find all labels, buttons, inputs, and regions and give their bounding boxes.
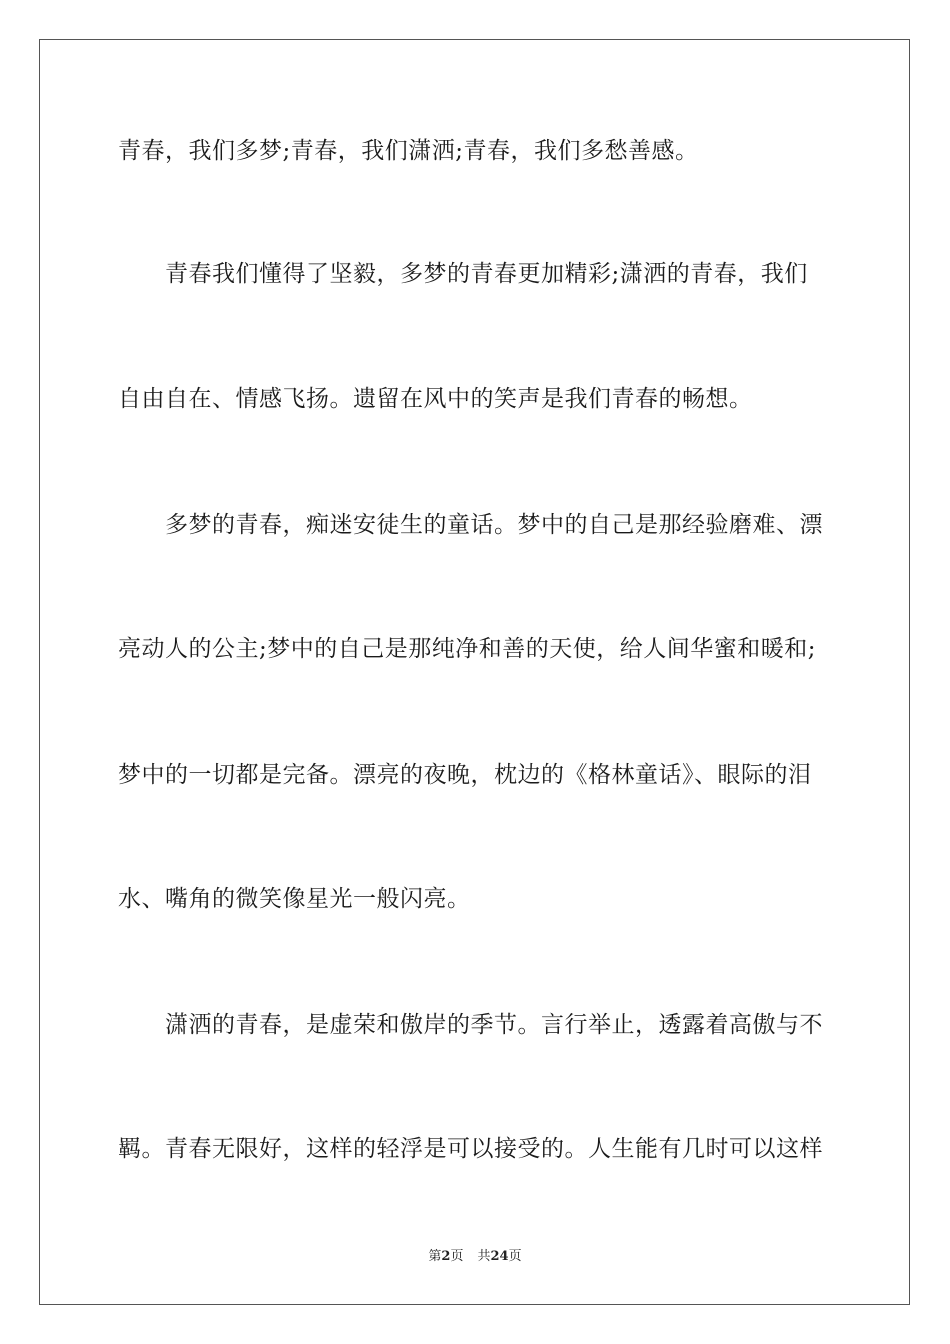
page-border: [39, 39, 910, 1305]
footer-page-total: 24: [490, 1249, 509, 1264]
text-line-8: 潇洒的青春，是虚荣和傲岸的季节。言行举止，透露着高傲与不: [165, 1012, 823, 1038]
text-line-1: 青春，我们多梦;青春，我们潇洒;青春，我们多愁善感。: [118, 138, 699, 164]
text-line-4: 多梦的青春，痴迷安徒生的童话。梦中的自己是那经验磨难、漂: [165, 512, 823, 538]
page-footer: [0, 1248, 950, 1266]
text-line-9: 羁。青春无限好，这样的轻浮是可以接受的。人生能有几时可以这样: [118, 1136, 823, 1162]
text-line-5: 亮动人的公主;梦中的自己是那纯净和善的天使，给人间华蜜和暖和;: [118, 636, 816, 662]
text-line-2: 青春我们懂得了坚毅，多梦的青春更加精彩;潇洒的青春，我们: [165, 261, 808, 287]
footer-total-prefix: 共: [477, 1249, 491, 1264]
footer-page-current: 2: [441, 1249, 451, 1264]
text-line-3: 自由自在、情感飞扬。遗留在风中的笑声是我们青春的畅想。: [118, 386, 753, 412]
footer-total-suffix: 页: [508, 1249, 522, 1264]
text-line-7: 水、嘴角的微笑像星光一般闪亮。: [118, 886, 471, 912]
footer-page-suffix: 页: [450, 1249, 464, 1264]
text-line-6: 梦中的一切都是完备。漂亮的夜晚，枕边的《格林童话》、眼际的泪: [118, 762, 812, 788]
footer-page-prefix: 第: [428, 1249, 442, 1264]
